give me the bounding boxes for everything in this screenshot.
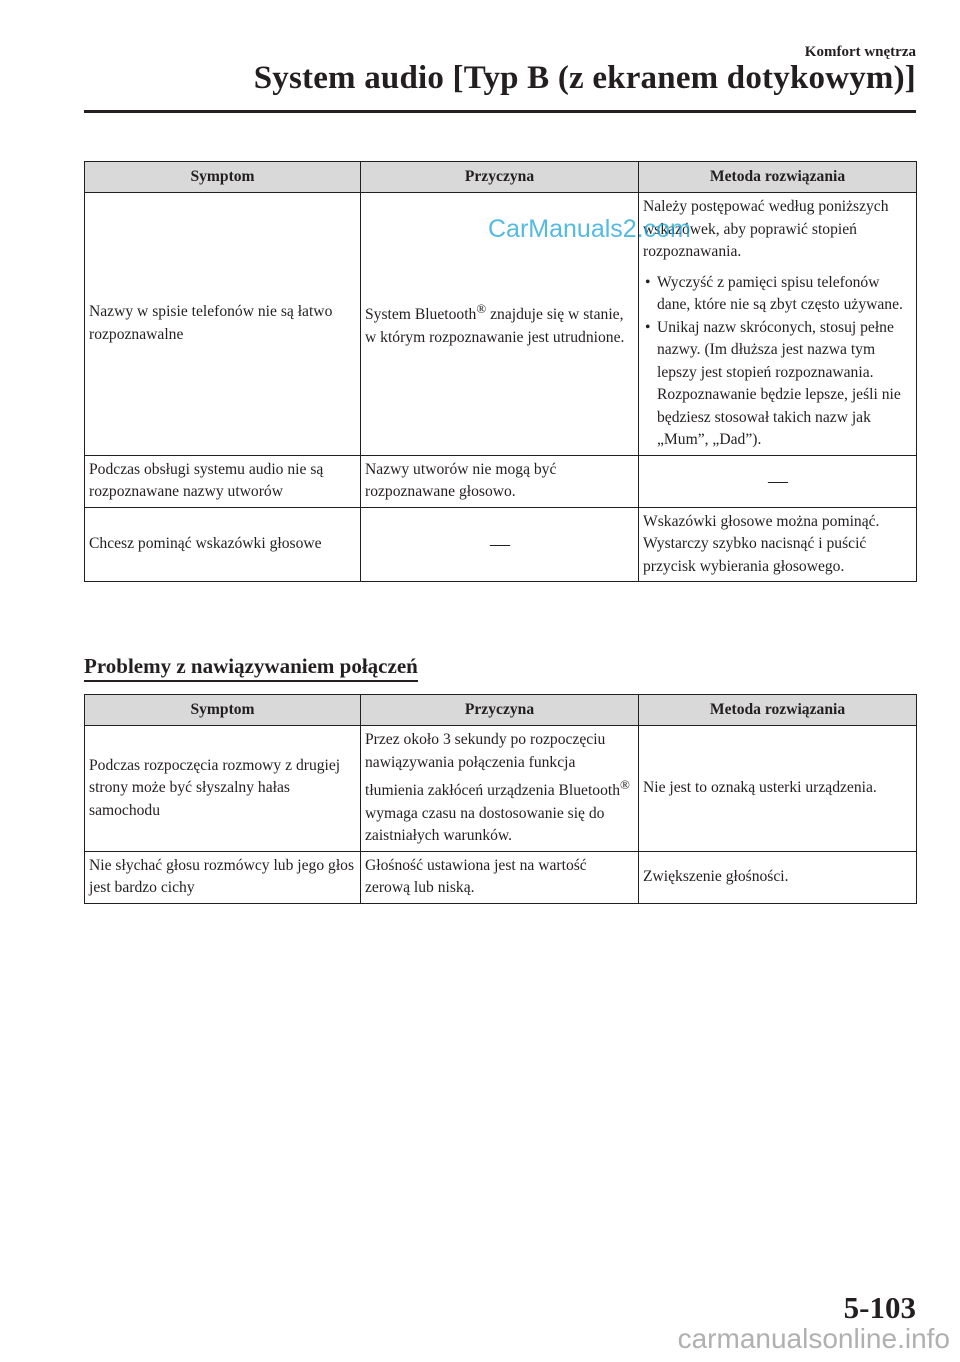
list-item bbox=[643, 317, 913, 452]
column-header-symptom: Symptom bbox=[85, 695, 361, 726]
cause-cell bbox=[361, 726, 639, 852]
solution-cell: Zwiększenie głośności. bbox=[639, 851, 917, 903]
solution-cell: Nie jest to oznaką usterki urządzenia. bbox=[639, 726, 917, 852]
cause-text-continued: znajduje się w stanie, w którym rozpoznawanie jest utrudnione. bbox=[365, 306, 625, 346]
troubleshooting-table-voice bbox=[84, 161, 917, 582]
solution-list bbox=[643, 272, 913, 452]
symptom-cell: Chcesz pominąć wskazówki głosowe bbox=[85, 507, 361, 582]
page-number: 5-103 bbox=[843, 1290, 916, 1325]
table-row bbox=[85, 507, 917, 582]
table-row bbox=[85, 851, 917, 903]
column-header-symptom: Symptom bbox=[85, 162, 361, 193]
cause-text: System Bluetooth bbox=[365, 306, 477, 324]
cause-cell: — bbox=[361, 507, 639, 582]
list-item-text: Wyczyść z pamięci spisu telefonów dane, które nie są zbyt często używane. bbox=[657, 273, 903, 313]
table-header-row bbox=[85, 695, 917, 726]
solution-intro: Należy postępować według poniższych wskazówek, aby poprawić stopień rozpoznawania. bbox=[643, 198, 889, 260]
symptom-cell: Podczas rozpoczęcia rozmowy z drugiej strony może być słyszalny hałas samochodu bbox=[85, 726, 361, 852]
symptom-cell: Podczas obsługi systemu audio nie są rozpoznawane nazwy utworów bbox=[85, 455, 361, 507]
cause-text: Przez około 3 sekundy po rozpoczęciu nawiązywania połączenia funkcja tłumienia zakłóceń urządzenia Bluetooth bbox=[365, 731, 621, 800]
footer-url: carmanualsonline.info bbox=[677, 1323, 950, 1354]
column-header-solution: Metoda rozwiązania bbox=[639, 695, 917, 726]
symptom-cell: Nie słychać głosu rozmówcy lub jego głos jest bardzo cichy bbox=[85, 851, 361, 903]
table-row bbox=[85, 193, 917, 456]
column-header-solution: Metoda rozwiązania bbox=[639, 162, 917, 193]
symptom-cell: Nazwy w spisie telefonów nie są łatwo rozpoznawalne bbox=[85, 193, 361, 456]
bullet-icon: • bbox=[645, 273, 651, 291]
list-item bbox=[643, 272, 913, 317]
table-row bbox=[85, 726, 917, 852]
registered-mark: ® bbox=[620, 777, 630, 792]
registered-mark: ® bbox=[476, 301, 487, 317]
column-header-cause: Przyczyna bbox=[361, 695, 639, 726]
solution-cell bbox=[639, 193, 917, 456]
page-title: System audio [Typ B (z ekranem dotykowym)] bbox=[253, 60, 916, 96]
bullet-icon: • bbox=[645, 318, 651, 336]
cause-text-continued: wymaga czasu na dostosowanie się do zaistniałych warunków. bbox=[365, 804, 605, 845]
table-row bbox=[85, 455, 917, 507]
list-item-text: Unikaj nazw skróconych, stosuj pełne nazwy. (Im dłuższa jest nazwa tym lepszy jest stopień rozpoznawania. Rozpoznawanie będzie lepsze, jeśli nie będziesz stosował takich nazw jak „Mum”, „Dad”). bbox=[657, 318, 901, 448]
title-divider bbox=[84, 110, 916, 113]
section-heading: Problemy z nawiązywaniem połączeń bbox=[84, 654, 418, 682]
table-header-row bbox=[85, 162, 917, 193]
troubleshooting-table-connection bbox=[84, 694, 917, 904]
cause-cell bbox=[361, 193, 639, 456]
column-header-cause: Przyczyna bbox=[361, 162, 639, 193]
solution-cell: Wskazówki głosowe można pominąć. Wystarczy szybko nacisnąć i puścić przycisk wybierania głosowego. bbox=[639, 507, 917, 582]
cause-cell: Głośność ustawiona jest na wartość zerową lub niską. bbox=[361, 851, 639, 903]
section-label: Komfort wnętrza bbox=[804, 44, 916, 60]
cause-cell: Nazwy utworów nie mogą być rozpoznawane głosowo. bbox=[361, 455, 639, 507]
solution-cell: — bbox=[639, 455, 917, 507]
watermark: CarManuals2.com bbox=[488, 215, 691, 243]
